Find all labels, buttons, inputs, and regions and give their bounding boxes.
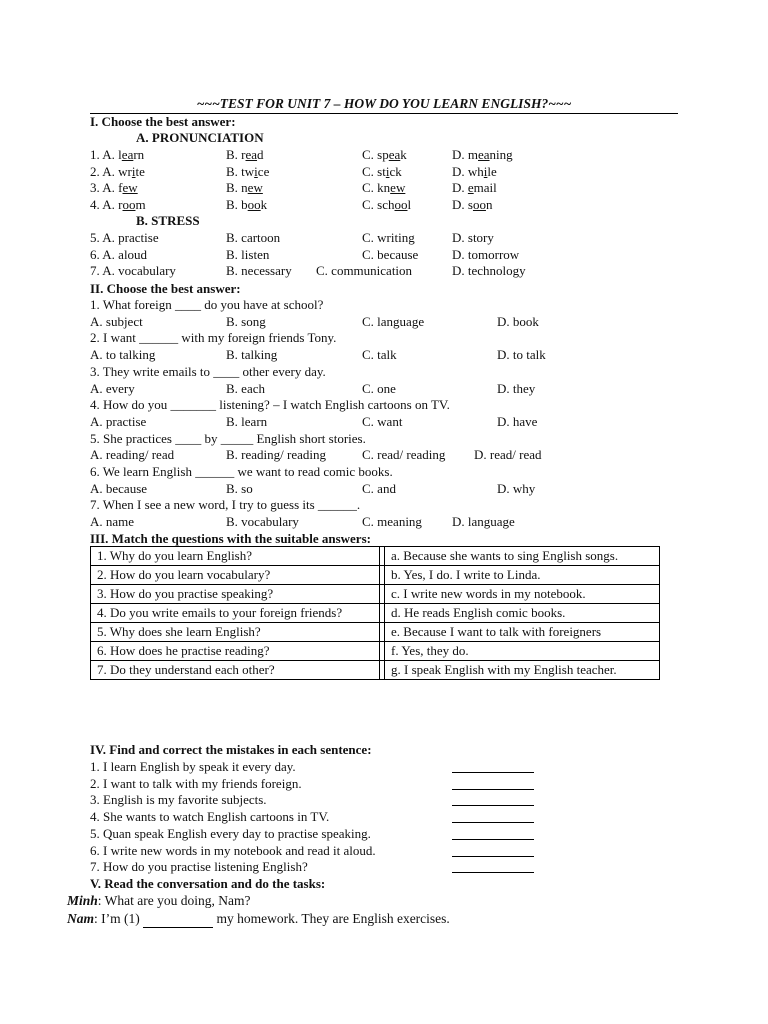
pron-option: B. new [226,180,263,196]
answer-option: D. to talk [497,347,546,363]
answer-option: D. they [497,380,536,396]
stress-option: C. communication [316,263,413,279]
question-text: 5. She practices ____ by _____ English short stories. [90,430,366,446]
answer-option: A. to talking [90,347,156,363]
answer-option: A. subject [90,313,143,329]
match-answer: e. Because I want to talk with foreigners [385,623,660,642]
match-answer: f. Yes, they do. [385,642,660,661]
answer-option: A. practise [90,413,147,429]
pron-option: B. read [226,147,264,162]
answer-option: C. language [362,313,425,329]
pron-option: 2. A. write [90,163,145,179]
match-answer: b. Yes, I do. I write to Linda. [385,566,660,585]
speaker-name: Minh [67,893,98,908]
stress-option: B. necessary [226,263,292,279]
underlined-sound: i [254,163,258,179]
pron-option: C. speak [362,147,407,162]
stress-option: B. cartoon [226,230,281,245]
answer-option: D. read/ read [474,447,542,463]
stress-option: C. writing [362,230,415,245]
mistake-sentence: 2. I want to talk with my friends foreign. [90,775,302,791]
answer-blank[interactable] [452,839,534,840]
answer-blank[interactable] [452,872,534,873]
answer-option: B. reading/ reading [226,447,326,463]
underlined-sound: e [467,180,474,196]
answer-option: B. talking [226,347,278,363]
pron-option: D. soon [452,197,493,213]
answer-option: D. have [497,413,538,429]
answer-option: D. book [497,313,539,329]
stress-option: C. because [362,246,419,262]
section-heading-1: I. Choose the best answer: [90,114,236,129]
underlined-sound: ew [122,180,138,196]
answer-option: C. one [362,380,396,396]
question-text: 1. What foreign ____ do you have at school? [90,297,324,312]
match-answer: d. He reads English comic books. [385,604,660,623]
answer-option: B. vocabulary [226,514,299,530]
question-text: 3. They write emails to ____ other every day. [90,363,326,379]
match-answer: g. I speak English with my English teacher. [385,661,660,680]
answer-option: D. language [452,514,515,530]
match-question: 1. Why do you learn English? [91,547,380,566]
match-question: 7. Do they understand each other? [91,661,380,680]
answer-option: C. talk [362,347,397,363]
pron-option: B. book [226,197,268,213]
pron-option: 1. A. learn [90,147,145,162]
underlined-sound: ea [121,147,134,162]
underlined-sound: ew [247,180,263,196]
subsection-stress: B. STRESS [136,213,200,228]
conversation-line: Minh: What are you doing, Nam? [67,893,251,908]
answer-blank[interactable] [452,772,534,773]
question-text: 7. When I see a new word, I try to guess its ______. [90,497,361,513]
answer-blank[interactable] [452,805,534,806]
pron-option: C. knew [362,180,406,196]
answer-blank[interactable] [452,789,534,790]
answer-option: A. reading/ read [90,447,175,463]
table-row [91,623,660,642]
pron-option: 4. A. room [90,197,146,213]
table-row [91,642,660,661]
answer-blank[interactable] [452,822,534,823]
answer-option: C. and [362,480,396,496]
table-row [91,585,660,604]
answer-option: D. why [497,480,536,496]
answer-option: B. so [226,480,253,496]
mistake-sentence: 3. English is my favorite subjects. [90,792,267,808]
stress-option: D. tomorrow [452,246,520,262]
underlined-sound: oo [247,197,261,213]
pron-option: D. email [452,180,497,196]
answer-option: B. each [226,380,265,396]
answer-option: B. song [226,313,266,329]
table-row [91,604,660,623]
page-title: ~~~TEST FOR UNIT 7 – HOW DO YOU LEARN ENGLISH?~~~ [90,96,678,114]
answer-option: A. name [90,514,135,530]
match-question: 6. How does he practise reading? [91,642,380,661]
stress-option: 5. A. practise [90,230,159,245]
underlined-sound: i [131,163,136,179]
subsection-pronunciation: A. PRONUNCIATION [136,130,264,145]
mistake-sentence: 1. I learn English by speak it every day. [90,759,296,774]
pron-option: C. school [362,197,412,213]
stress-option: B. listen [226,246,270,262]
answer-option: C. read/ reading [362,447,446,463]
underlined-sound: i [483,163,488,179]
match-answer: a. Because she wants to sing English songs. [385,547,660,566]
underlined-sound: ea [245,147,258,162]
pron-option: B. twice [226,163,270,179]
conversation-line: Nam: I’m (1) my homework. They are English exercises. [67,911,450,926]
stress-option: 7. A. vocabulary [90,263,176,279]
section-heading-5: V. Read the conversation and do the tasks: [90,876,326,891]
answer-option: C. want [362,413,403,429]
match-question: 3. How do you practise speaking? [91,585,380,604]
underlined-sound: oo [122,197,136,213]
mistake-sentence: 6. I write new words in my notebook and read it aloud. [90,842,376,858]
table-row [91,547,660,566]
answer-option: A. because [90,480,148,496]
speaker-name: Nam [67,911,94,926]
question-text: 4. How do you _______ listening? – I watch English cartoons on TV. [90,397,450,413]
stress-option: D. technology [452,263,526,279]
table-row [91,566,660,585]
section-heading-4: IV. Find and correct the mistakes in each sentence: [90,742,372,757]
question-text: 2. I want ______ with my foreign friends Tony. [90,330,337,346]
mistake-sentence: 5. Quan speak English every day to practise speaking. [90,825,371,841]
match-answer: c. I write new words in my notebook. [385,585,660,604]
answer-option: C. meaning [362,514,422,530]
underlined-sound: oo [394,197,408,213]
pron-option: 3. A. few [90,180,138,196]
answer-blank[interactable] [143,911,213,928]
section-heading-3: III. Match the questions with the suitable answers: [90,531,371,546]
underlined-sound: ew [390,180,406,196]
match-question: 5. Why does she learn English? [91,623,380,642]
answer-option: B. learn [226,413,268,429]
matching-table [90,546,660,680]
match-question: 4. Do you write emails to your foreign friends? [91,604,380,623]
mistake-sentence: 4. She wants to watch English cartoons in TV. [90,809,330,825]
pron-option: D. while [452,163,497,179]
question-text: 6. We learn English ______ we want to read comic books. [90,464,393,479]
section-heading-2: II. Choose the best answer: [90,281,241,296]
underlined-sound: ea [478,147,490,162]
stress-option: 6. A. aloud [90,246,148,262]
underlined-sound: i [385,163,390,179]
answer-option: A. every [90,380,135,396]
underlined-sound: ea [388,147,401,162]
answer-blank[interactable] [452,856,534,857]
table-row [91,661,660,680]
pron-option: D. meaning [452,147,513,162]
pron-option: C. stick [362,163,402,179]
underlined-sound: oo [472,197,486,213]
stress-option: D. story [452,230,494,245]
match-question: 2. How do you learn vocabulary? [91,566,380,585]
mistake-sentence: 7. How do you practise listening English? [90,859,308,875]
